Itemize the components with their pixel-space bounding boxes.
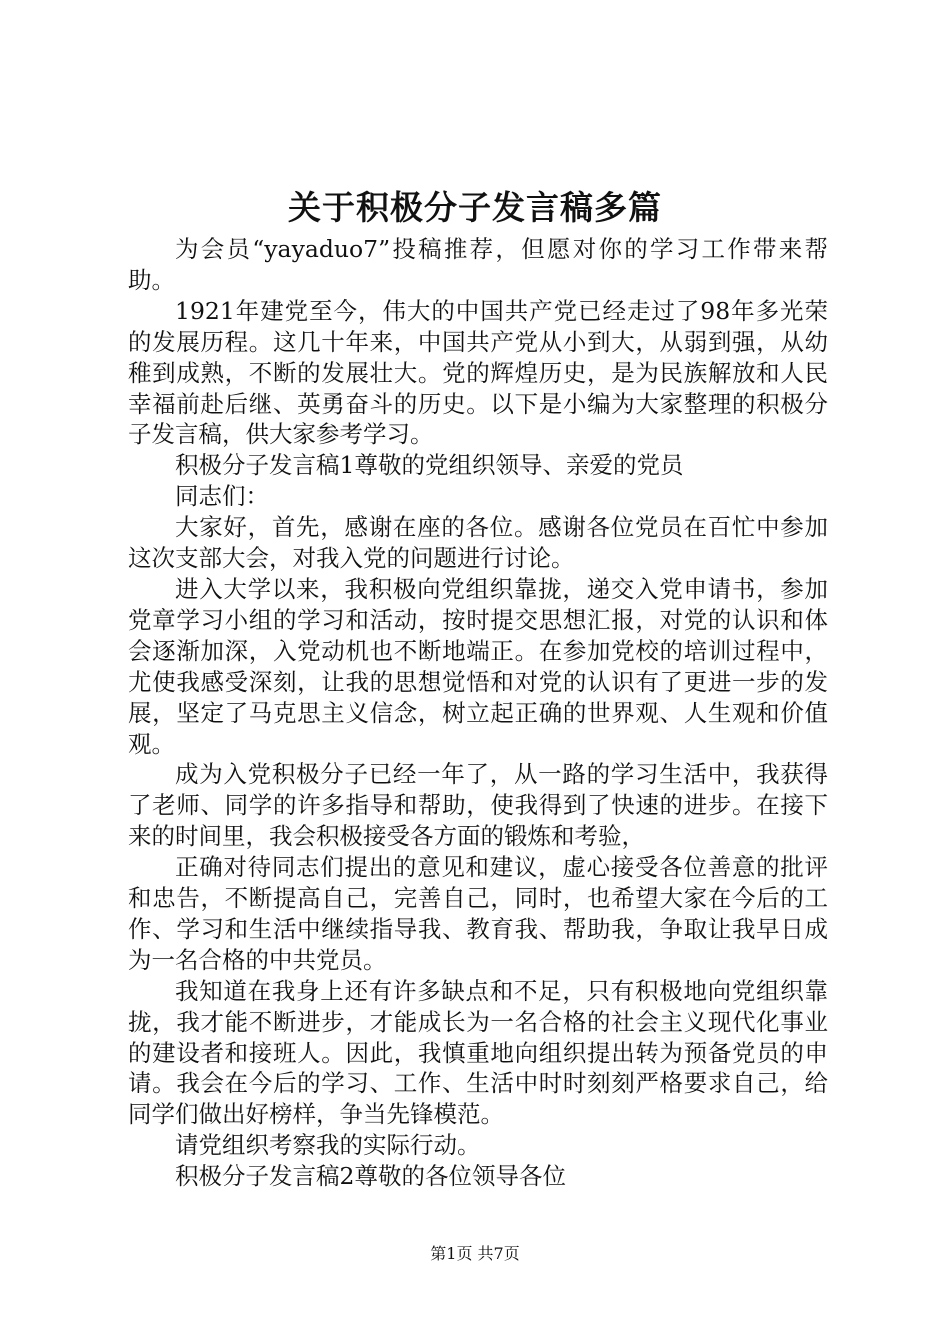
paragraph-shortcomings: 我知道在我身上还有许多缺点和不足，只有积极地向党组织靠拢，我才能不断进步，才能成长为一名合格的社会主义现代化事业的建设者和接班人。因此，我慎重地向组织提出转为预备党员的申请。我会在今后的学习、工作、生活中时时刻刻严格要求自己，给同学们做出好榜样，争当先锋模范。 [128,976,828,1129]
page-footer: 第1页 共7页 [430,1244,520,1263]
paragraph-history: 1921年建党至今，伟大的中国共产党已经走过了98年多光荣的发展历程。这几十年来，中国共产党从小到大，从弱到强，从幼稚到成熟，不断的发展壮大。党的辉煌历史，是为民族解放和人民幸福前赴后继、英勇奋斗的历史。以下是小编为大家整理的积极分子发言稿，供大家参考学习。 [128,296,828,449]
paragraph-speech1-heading: 积极分子发言稿1尊敬的党组织领导、亲爱的党员 [175,451,684,480]
paragraph-greeting: 大家好，首先，感谢在座的各位。感谢各位党员在百忙中参加这次支部大会，对我入党的问题进行讨论。 [128,513,828,573]
paragraph-speech2-heading: 积极分子发言稿2尊敬的各位领导各位 [175,1162,566,1191]
paragraph-one-year: 成为入党积极分子已经一年了，从一路的学习生活中，我获得了老师、同学的许多指导和帮助，使我得到了快速的进步。在接下来的时间里，我会积极接受各方面的锻炼和考验， [128,760,828,851]
paragraph-request: 请党组织考察我的实际行动。 [175,1131,481,1160]
paragraph-salutation: 同志们： [175,482,269,511]
paragraph-feedback: 正确对待同志们提出的意见和建议，虚心接受各位善意的批评和忠告，不断提高自己，完善自己，同时，也希望大家在今后的工作、学习和生活中继续指导我、教育我、帮助我，争取让我早日成为一名合格的中共党员。 [128,853,828,974]
paragraph-intro: 为会员“yayaduo7”投稿推荐，但愿对你的学习工作带来帮助。 [128,235,828,294]
paragraph-university: 进入大学以来，我积极向党组织靠拢，递交入党申请书，参加党章学习小组的学习和活动，按时提交思想汇报，对党的认识和体会逐渐加深，入党动机也不断地端正。在参加党校的培训过程中，尤使我感受深刻，让我的思想觉悟和对党的认识有了更进一步的发展，坚定了马克思主义信念，树立起正确的世界观、人生观和价值观。 [128,574,828,758]
document-title: 关于积极分子发言稿多篇 [288,188,662,227]
document-body [128,234,828,1192]
